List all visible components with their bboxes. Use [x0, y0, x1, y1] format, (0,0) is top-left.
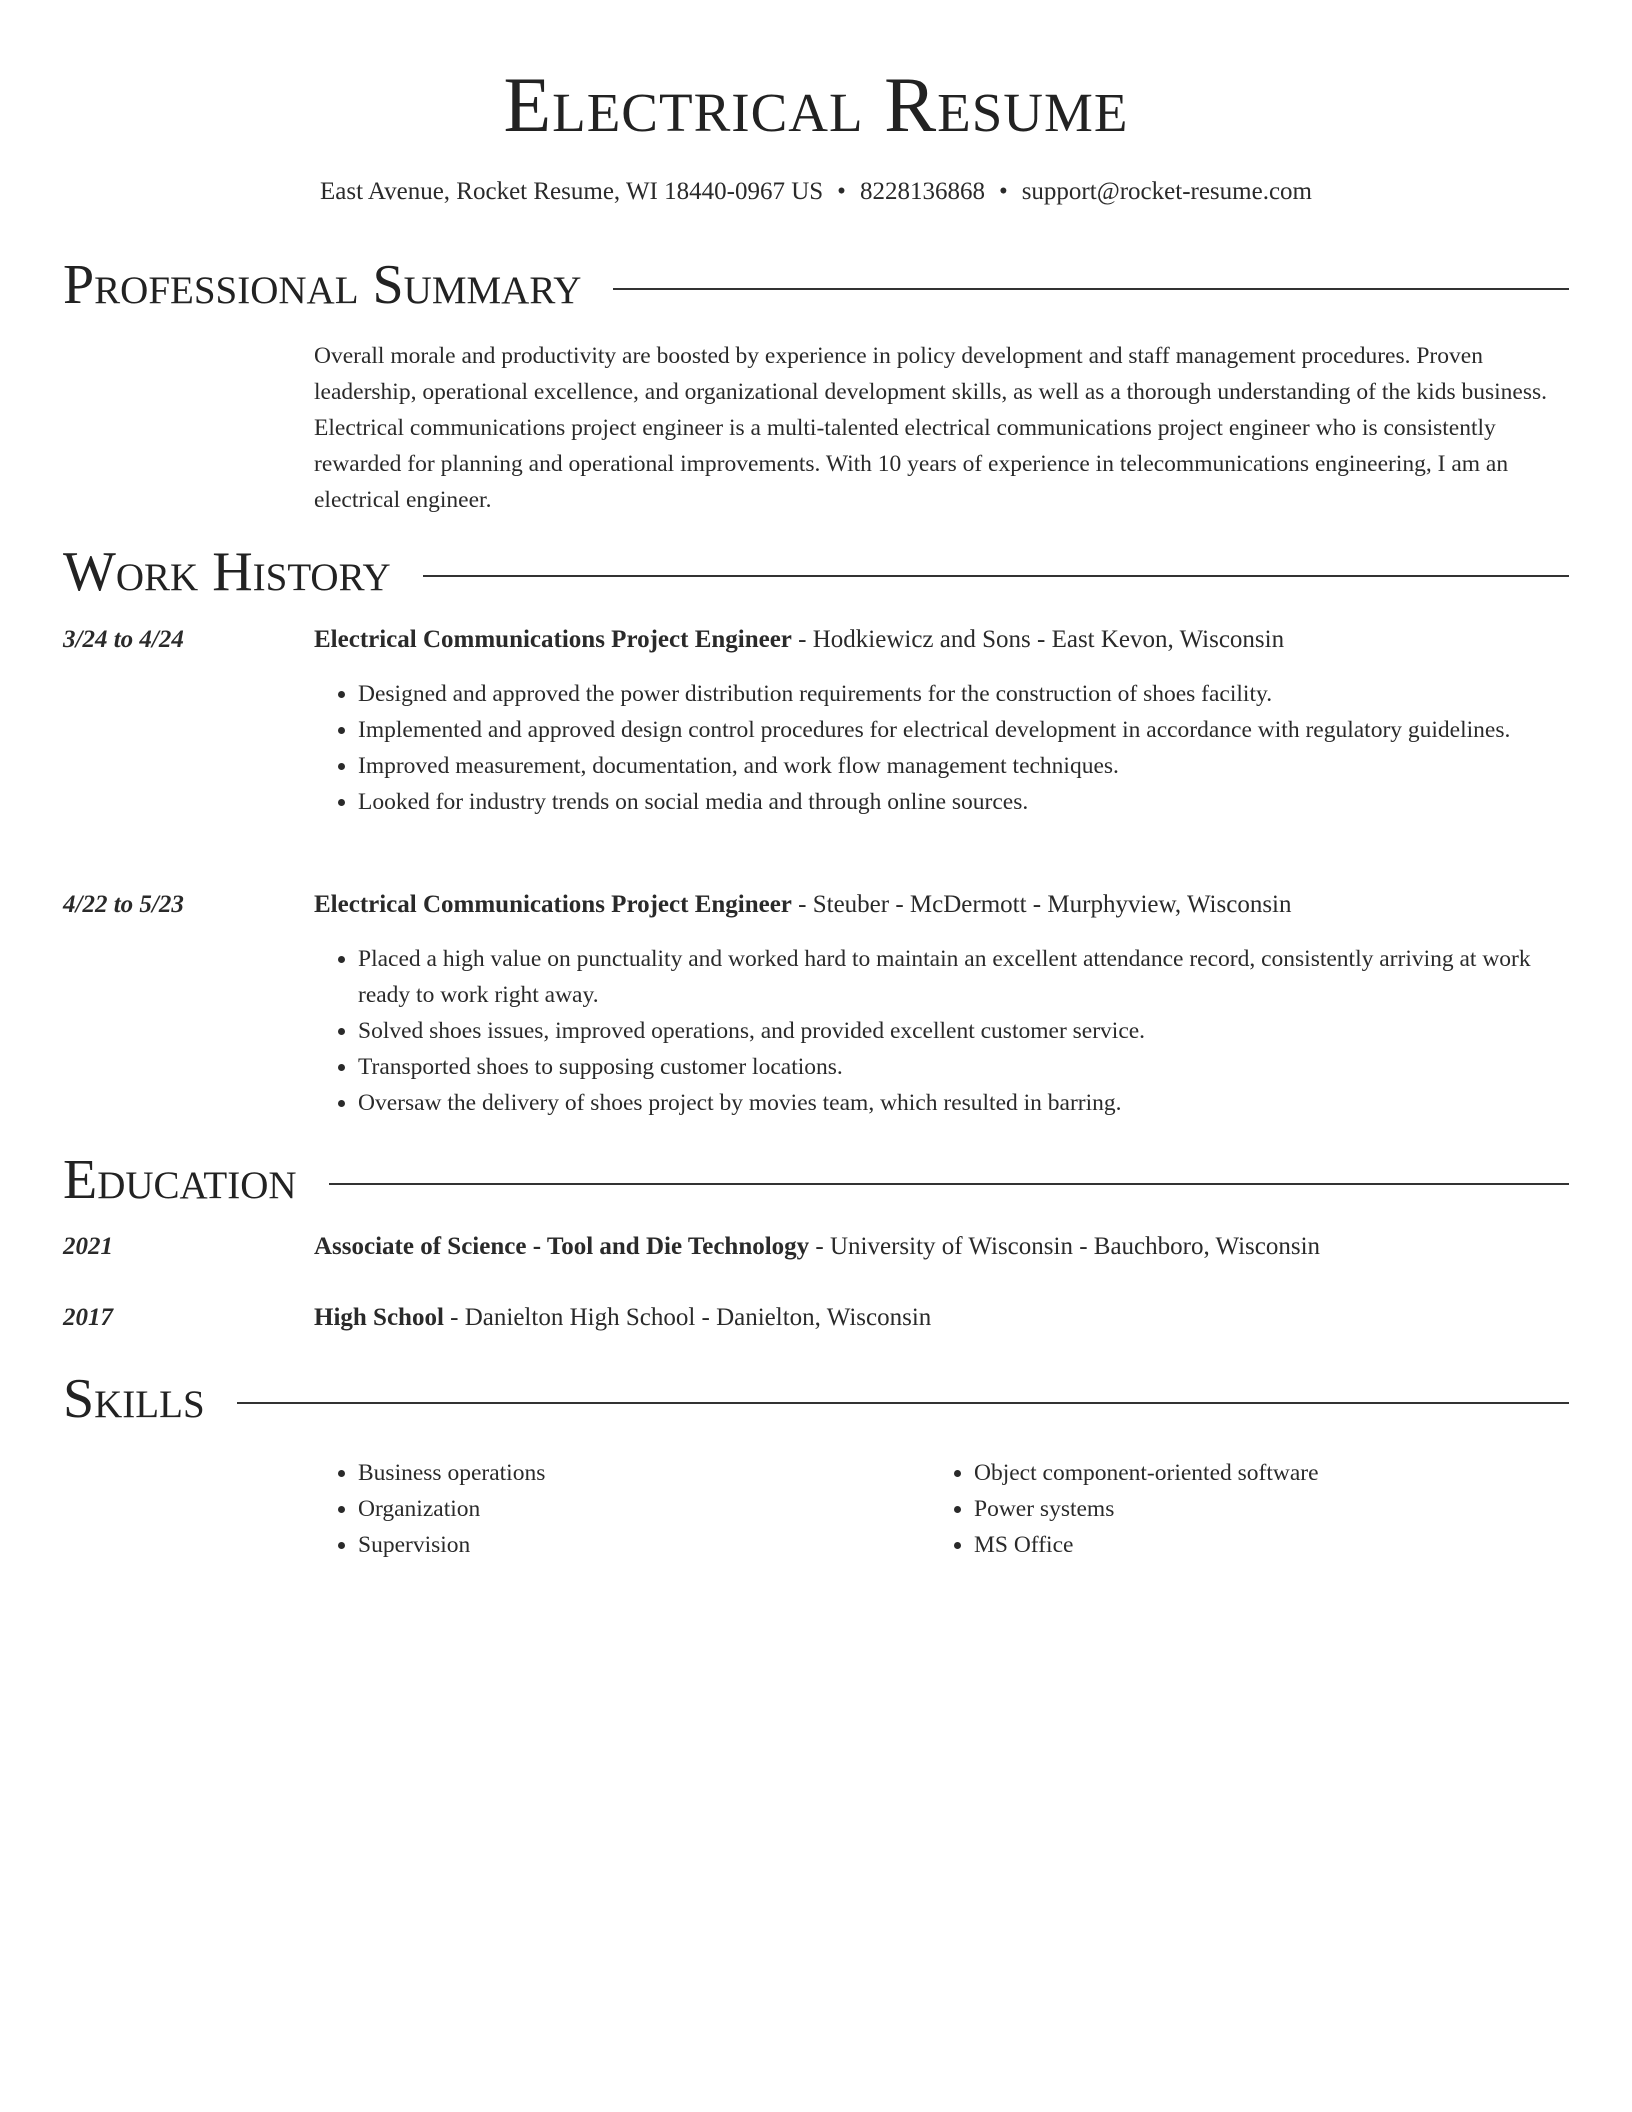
job-bullet: • Oversaw the delivery of shoes project by movies team, which resulted in barring.	[358, 1085, 1569, 1121]
job-heading	[314, 622, 1569, 658]
contact-email: support@rocket-resume.com	[1021, 178, 1312, 205]
education-details: - University of Wisconsin - Bauchboro, Wisconsin	[809, 1233, 1321, 1260]
job-dates: 4/22 to 5/23	[63, 891, 184, 918]
skills-heading: Skills	[63, 1368, 205, 1430]
job-bullet: • Placed a high value on punctuality and worked hard to maintain an excellent attendance record, consistently arriving at work ready to work right away.	[358, 941, 1569, 1013]
education-year: 2017	[63, 1304, 113, 1331]
skills-list-right	[930, 1455, 1534, 1563]
skill-item: • Business operations	[358, 1455, 918, 1491]
job-bullet: • Transported shoes to supposing customer locations.	[358, 1049, 1569, 1085]
education-year: 2021	[63, 1233, 113, 1260]
skill-item: • MS Office	[974, 1527, 1534, 1563]
job-title: Electrical Communications Project Engineer	[314, 626, 792, 653]
job-bullet: • Designed and approved the power distribution requirements for the construction of shoes facility.	[358, 676, 1569, 712]
section-divider	[329, 1183, 1569, 1185]
job-heading	[314, 887, 1569, 923]
contact-separator: •	[998, 178, 1008, 205]
job-dates: 3/24 to 4/24	[63, 626, 184, 653]
education-degree: Associate of Science - Tool and Die Technology	[314, 1233, 810, 1260]
work-heading: Work History	[63, 541, 391, 603]
job-bullet: • Looked for industry trends on social media and through online sources.	[358, 784, 1569, 820]
education-section-header	[63, 1145, 1569, 1215]
summary-section-header	[63, 250, 1569, 320]
skill-item: • Power systems	[974, 1491, 1534, 1527]
section-divider	[237, 1402, 1569, 1404]
job-bullet: • Implemented and approved design control procedures for electrical development in accordance with regulatory guidelines.	[358, 712, 1569, 748]
skills-section-header	[63, 1364, 1569, 1434]
education-heading: Education	[63, 1149, 297, 1211]
skills-list-left	[314, 1455, 918, 1563]
education-details: - Danielton High School - Danielton, Wisconsin	[443, 1304, 932, 1331]
job-bullets	[314, 676, 1569, 820]
job-bullets	[314, 941, 1569, 1121]
education-degree: High School	[314, 1304, 444, 1331]
summary-heading: Professional Summary	[63, 254, 582, 316]
section-divider	[613, 288, 1569, 290]
education-heading-line	[314, 1229, 1569, 1265]
education-heading-line	[314, 1300, 1569, 1336]
job-bullet: • Solved shoes issues, improved operations, and provided excellent customer service.	[358, 1013, 1569, 1049]
job-details: - Hodkiewicz and Sons - East Kevon, Wisconsin	[791, 626, 1285, 653]
contact-line	[0, 174, 1632, 210]
skill-item: • Object component-oriented software	[974, 1455, 1534, 1491]
job-bullet: • Improved measurement, documentation, and work flow management techniques.	[358, 748, 1569, 784]
section-divider	[423, 575, 1569, 577]
work-section-header	[63, 537, 1569, 607]
job-title: Electrical Communications Project Engineer	[314, 891, 792, 918]
skill-item: • Organization	[358, 1491, 918, 1527]
job-details: - Steuber - McDermott - Murphyview, Wisconsin	[791, 891, 1292, 918]
contact-phone: 8228136868	[859, 178, 985, 205]
summary-text: Overall morale and productivity are boosted by experience in policy development and staff management procedures. Proven leadership, operational excellence, and organizational development skills, as well as a thorough understanding of the kids business. Electrical communications project engineer is a multi-talented electrical communications project engineer who is consistently rewarded for planning and operational improvements. With 10 years of experience in telecommunications engineering, I am an electrical engineer.	[314, 343, 1547, 513]
contact-separator: •	[837, 178, 846, 205]
skill-item: • Supervision	[358, 1527, 918, 1563]
contact-address: East Avenue, Rocket Resume, WI 18440-0967 US	[320, 178, 824, 205]
resume-name: Electrical Resume	[503, 61, 1129, 148]
